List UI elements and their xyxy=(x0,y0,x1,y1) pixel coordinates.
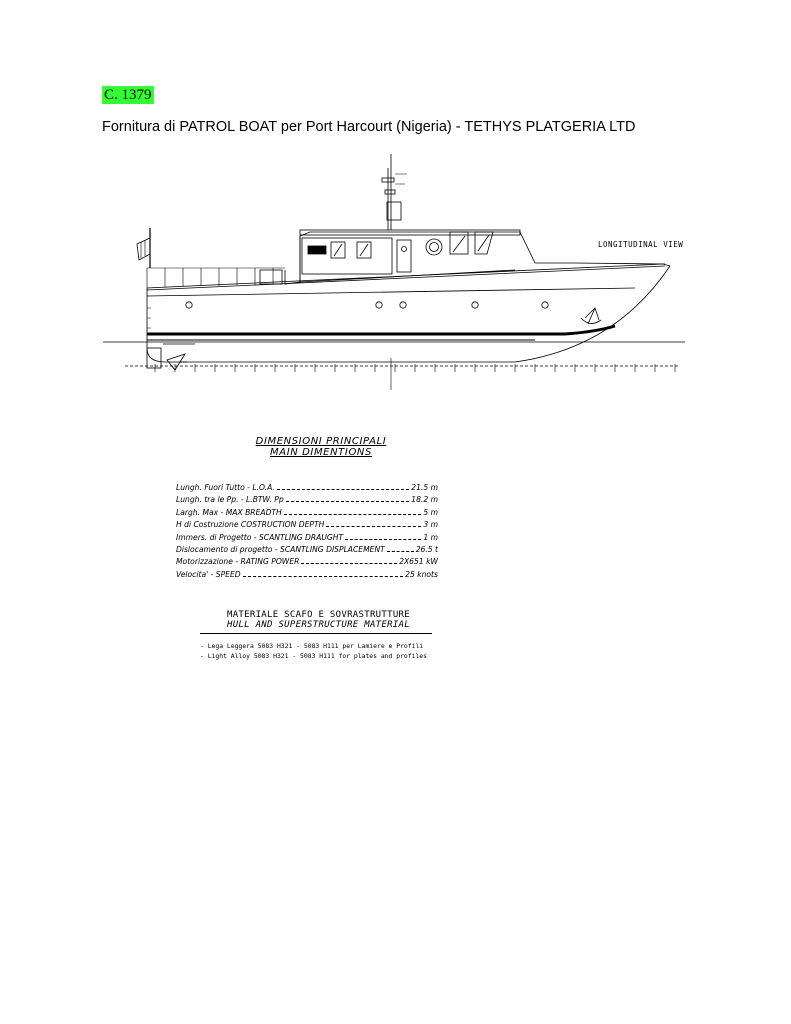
dimension-value: 2X651 kW xyxy=(399,557,438,567)
dimension-row xyxy=(176,544,438,556)
dimension-label: Largh. Max - MAX BREADTH xyxy=(176,507,282,517)
dimension-label: Velocita' - SPEED xyxy=(176,569,241,579)
document-heading: Fornitura di PATROL BOAT per Port Harcourt (Nigeria) - TETHYS PLATGERIA LTD xyxy=(102,119,636,135)
dimension-label: Immers. di Progetto - SCANTLING DRAUGHT xyxy=(176,532,344,542)
dimension-row xyxy=(176,507,438,519)
material-title xyxy=(200,610,470,630)
dimension-leader xyxy=(243,576,404,577)
dimension-leader xyxy=(277,489,409,490)
dimension-label: H di Costruzione COSTRUCTION DEPTH xyxy=(176,520,325,530)
dimension-value: 3 m xyxy=(423,520,438,530)
dimension-value: 21.5 m xyxy=(411,483,438,492)
dimension-leader xyxy=(326,526,421,527)
dimension-value: 5 m xyxy=(423,507,438,517)
material-line: - Lega Leggera 5083 H321 - 5083 H111 per Lamiere e Profili xyxy=(200,642,424,650)
dimension-value: 25 knots xyxy=(405,569,438,579)
dimension-value: 26.5 t xyxy=(415,545,438,555)
patrol-boat-drawing xyxy=(95,148,695,398)
main-dimensions-table xyxy=(176,436,466,581)
dimension-row xyxy=(176,556,438,568)
dimension-label: Dislocamento di progetto - SCANTLING DISPLACEMENT xyxy=(176,545,385,555)
dimension-leader xyxy=(284,514,422,515)
dimension-label: Motorizzazione - RATING POWER xyxy=(176,557,300,567)
dimension-row xyxy=(176,482,438,494)
material-divider xyxy=(200,633,432,634)
dimension-label: Lungh. Fuori Tutto - L.O.A. xyxy=(176,483,275,492)
dimension-row xyxy=(176,494,438,506)
dimension-row xyxy=(176,532,438,544)
dimension-leader xyxy=(301,563,397,564)
hull-material-section xyxy=(200,610,470,661)
dimension-leader xyxy=(387,551,414,552)
dimension-value: 1 m xyxy=(423,532,438,542)
material-lines xyxy=(200,642,470,661)
dimension-row xyxy=(176,519,438,531)
document-code: C. 1379 xyxy=(104,87,152,103)
dimensions-title-en: MAIN DIMENTIONS xyxy=(270,447,372,458)
dimension-leader xyxy=(345,539,421,540)
material-title-en: HULL AND SUPERSTRUCTURE MATERIAL xyxy=(227,620,410,630)
dimensions-rows xyxy=(176,482,466,581)
drawing-view-label: LONGITUDINAL VIEW xyxy=(598,240,684,249)
dimension-label: Lungh. tra le Pp. - L.BTW. Pp xyxy=(176,495,284,505)
material-title-it: MATERIALE SCAFO E SOVRASTRUTTURE xyxy=(227,610,410,620)
dimensions-title xyxy=(176,436,466,458)
dimension-row xyxy=(176,569,438,581)
dimension-value: 18.2 m xyxy=(411,495,438,505)
material-line: - Light Alloy 5083 H321 - 5083 H111 for plates and profiles xyxy=(200,651,428,660)
dimensions-title-it: DIMENSIONI PRINCIPALI xyxy=(255,436,387,447)
dimension-leader xyxy=(286,501,410,502)
